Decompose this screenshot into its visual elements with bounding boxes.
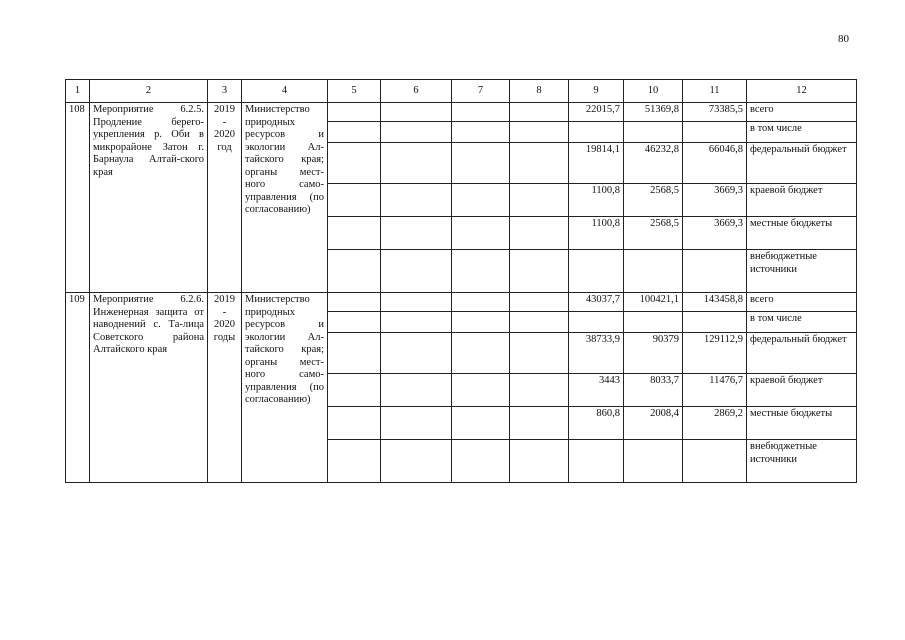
column-header: 12: [747, 80, 857, 103]
empty-cell: [381, 293, 452, 312]
amount-c10: 2568,5: [624, 217, 683, 250]
funding-source: внебюджетные источники: [747, 440, 857, 483]
column-header: 8: [510, 80, 569, 103]
amount-c11: 143458,8: [683, 293, 747, 312]
amount-c9: 3443: [569, 374, 624, 407]
empty-cell: [328, 122, 381, 143]
empty-cell: [328, 103, 381, 122]
amount-c11: 11476,7: [683, 374, 747, 407]
table-row: [66, 103, 857, 122]
amount-c10: 100421,1: [624, 293, 683, 312]
empty-cell: [328, 333, 381, 374]
page-number: 80: [838, 33, 849, 45]
empty-cell: [381, 333, 452, 374]
amount-c10: [624, 440, 683, 483]
amount-c11: [683, 312, 747, 333]
empty-cell: [452, 143, 510, 184]
empty-cell: [510, 103, 569, 122]
funding-source: краевой бюджет: [747, 184, 857, 217]
amount-c10: [624, 312, 683, 333]
amount-c9: 860,8: [569, 407, 624, 440]
amount-c11: 73385,5: [683, 103, 747, 122]
empty-cell: [381, 143, 452, 184]
amount-c10: [624, 250, 683, 293]
column-header: 6: [381, 80, 452, 103]
empty-cell: [510, 217, 569, 250]
measure-name: Мероприятие 6.2.5. Продление берего-укрепления р. Оби в микрорайоне Затон г. Барнаула Алтай-ского края: [90, 103, 208, 293]
executor: Министерство природных ресурсов и экологии Ал-тайского края; органы мест-ного само-управления (по согласованию): [242, 293, 328, 483]
column-header: 3: [208, 80, 242, 103]
empty-cell: [510, 407, 569, 440]
executor: Министерство природных ресурсов и экологии Ал-тайского края; органы мест-ного само-управления (по согласованию): [242, 103, 328, 293]
header-row: [66, 80, 857, 103]
amount-c9: 1100,8: [569, 184, 624, 217]
funding-source: в том числе: [747, 122, 857, 143]
empty-cell: [452, 250, 510, 293]
empty-cell: [510, 143, 569, 184]
amount-c9: [569, 250, 624, 293]
table-body: [66, 103, 857, 483]
amount-c10: 90379: [624, 333, 683, 374]
column-header: 4: [242, 80, 328, 103]
empty-cell: [510, 440, 569, 483]
empty-cell: [452, 122, 510, 143]
amount-c10: 51369,8: [624, 103, 683, 122]
period: 2019 - 2020 годы: [208, 293, 242, 483]
empty-cell: [510, 250, 569, 293]
amount-c9: [569, 440, 624, 483]
column-header: 1: [66, 80, 90, 103]
empty-cell: [510, 293, 569, 312]
empty-cell: [510, 184, 569, 217]
period: 2019 - 2020 год: [208, 103, 242, 293]
empty-cell: [381, 122, 452, 143]
empty-cell: [328, 440, 381, 483]
empty-cell: [381, 103, 452, 122]
amount-c10: 8033,7: [624, 374, 683, 407]
amount-c11: [683, 122, 747, 143]
amount-c9: [569, 312, 624, 333]
amount-c11: 2869,2: [683, 407, 747, 440]
column-header: 5: [328, 80, 381, 103]
funding-source: местные бюджеты: [747, 217, 857, 250]
empty-cell: [328, 374, 381, 407]
empty-cell: [452, 184, 510, 217]
funding-source: в том числе: [747, 312, 857, 333]
amount-c9: 1100,8: [569, 217, 624, 250]
funding-source: федеральный бюджет: [747, 143, 857, 184]
funding-source: федеральный бюджет: [747, 333, 857, 374]
empty-cell: [452, 312, 510, 333]
empty-cell: [452, 333, 510, 374]
empty-cell: [452, 440, 510, 483]
amount-c9: [569, 122, 624, 143]
amount-c11: 129112,9: [683, 333, 747, 374]
column-header: 10: [624, 80, 683, 103]
empty-cell: [328, 250, 381, 293]
amount-c9: 38733,9: [569, 333, 624, 374]
amount-c10: 2008,4: [624, 407, 683, 440]
amount-c9: 19814,1: [569, 143, 624, 184]
column-header: 2: [90, 80, 208, 103]
empty-cell: [381, 250, 452, 293]
row-number: 109: [66, 293, 90, 483]
empty-cell: [381, 184, 452, 217]
empty-cell: [452, 293, 510, 312]
column-header: 9: [569, 80, 624, 103]
empty-cell: [452, 407, 510, 440]
empty-cell: [381, 407, 452, 440]
amount-c11: [683, 440, 747, 483]
empty-cell: [328, 293, 381, 312]
amount-c11: 3669,3: [683, 184, 747, 217]
column-header: 7: [452, 80, 510, 103]
funding-source: местные бюджеты: [747, 407, 857, 440]
empty-cell: [381, 312, 452, 333]
budget-table: [65, 79, 857, 483]
empty-cell: [452, 103, 510, 122]
empty-cell: [510, 333, 569, 374]
amount-c9: 22015,7: [569, 103, 624, 122]
row-number: 108: [66, 103, 90, 293]
table-row: [66, 293, 857, 312]
empty-cell: [452, 374, 510, 407]
empty-cell: [381, 440, 452, 483]
funding-source: внебюджетные источники: [747, 250, 857, 293]
empty-cell: [328, 184, 381, 217]
amount-c11: [683, 250, 747, 293]
funding-source: всего: [747, 293, 857, 312]
empty-cell: [328, 217, 381, 250]
amount-c10: 46232,8: [624, 143, 683, 184]
empty-cell: [510, 312, 569, 333]
empty-cell: [328, 143, 381, 184]
amount-c10: 2568,5: [624, 184, 683, 217]
empty-cell: [381, 374, 452, 407]
funding-source: краевой бюджет: [747, 374, 857, 407]
amount-c9: 43037,7: [569, 293, 624, 312]
amount-c11: 3669,3: [683, 217, 747, 250]
empty-cell: [328, 312, 381, 333]
empty-cell: [381, 217, 452, 250]
empty-cell: [452, 217, 510, 250]
funding-source: всего: [747, 103, 857, 122]
empty-cell: [510, 374, 569, 407]
empty-cell: [510, 122, 569, 143]
measure-name: Мероприятие 6.2.6. Инженерная защита от наводнений с. Та-лица Советского района Алтайского края: [90, 293, 208, 483]
column-header: 11: [683, 80, 747, 103]
amount-c10: [624, 122, 683, 143]
amount-c11: 66046,8: [683, 143, 747, 184]
empty-cell: [328, 407, 381, 440]
